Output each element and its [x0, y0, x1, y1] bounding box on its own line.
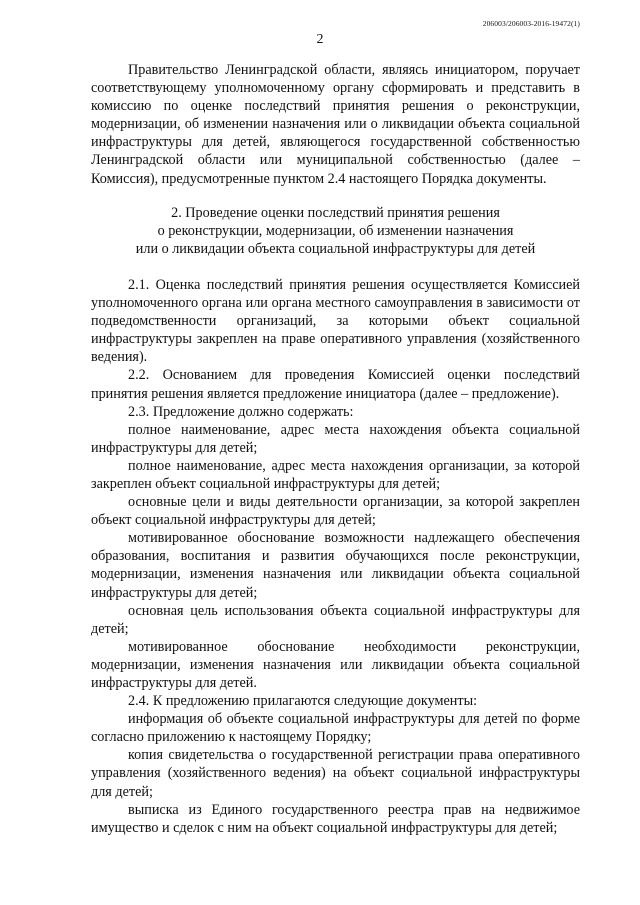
list-item: выписка из Единого государственного реестра прав на недвижимое имущество и сделок с ним на объект социальной инфраструктуры для детей;: [91, 801, 580, 836]
list-item: основные цели и виды деятельности организации, за которой закреплен объект социальной инфраструктуры для детей;: [91, 494, 580, 529]
section-heading-line: или о ликвидации объекта социальной инфраструктуры для детей: [135, 240, 536, 257]
document-number: 206003/206003-2016-19472(1): [482, 19, 580, 28]
paragraph-2-2: 2.2. Основанием для проведения Комиссией оценки последствий принятия решения является предложение инициатора (далее – предложение).: [91, 367, 580, 402]
page-number: 2: [316, 32, 324, 47]
paragraph-2-1: 2.1. Оценка последствий принятия решения осуществляется Комиссией уполномоченного органа или органа местного самоуправления в зависимости от подведомственности организаций, за которыми объект социальной инфраструктуры закреплен на праве оперативного управления (хозяйственного ведения).: [91, 276, 580, 366]
intro-paragraph: Правительство Ленинградской области, являясь инициатором, поручает соответствующему уполномоченному органу сформировать и представить в комиссию по оценке последствий принятия решения о реконструкции, модернизации, об изменении назначения или о ликвидации объекта социальной инфраструктуры для детей, являющегося государственной собственностью Ленинградской области или муниципальной собственностью (далее – Комиссия), предусмотренные пунктом 2.4 настоящего Порядка документы.: [91, 62, 580, 187]
list-item: полное наименование, адрес места нахождения объекта социальной инфраструктуры для детей;: [91, 421, 580, 456]
list-item: копия свидетельства о государственной регистрации права оперативного управления (хозяйственного ведения) на объект социальной инфраструктуры для детей;: [91, 747, 580, 800]
list-item: мотивированное обоснование возможности надлежащего обеспечения образования, воспитания и развития обучающихся после реконструкции, модернизации, изменения назначения или ликвидации объекта социальной инфраструктуры для детей;: [91, 530, 580, 601]
list-item: основная цель использования объекта социальной инфраструктуры для детей;: [91, 602, 580, 637]
section-heading: [91, 204, 580, 258]
paragraph-2-4: 2.4. К предложению прилагаются следующие документы:: [128, 693, 478, 710]
section-heading-line: о реконструкции, модернизации, об изменении назначения: [157, 222, 514, 239]
document-body: [91, 61, 580, 837]
list-item: полное наименование, адрес места нахождения организации, за которой закреплен объект социальной инфраструктуры для детей;: [91, 457, 580, 492]
section-heading-line: 2. Проведение оценки последствий принятия решения: [171, 204, 500, 221]
paragraph-2-3: 2.3. Предложение должно содержать:: [128, 403, 354, 420]
list-item: мотивированное обоснование необходимости реконструкции, модернизации, изменения назначения или ликвидации объекта социальной инфраструктуры для детей.: [91, 638, 580, 691]
list-item: информация об объекте социальной инфраструктуры для детей по форме согласно приложению к настоящему Порядку;: [91, 711, 580, 746]
